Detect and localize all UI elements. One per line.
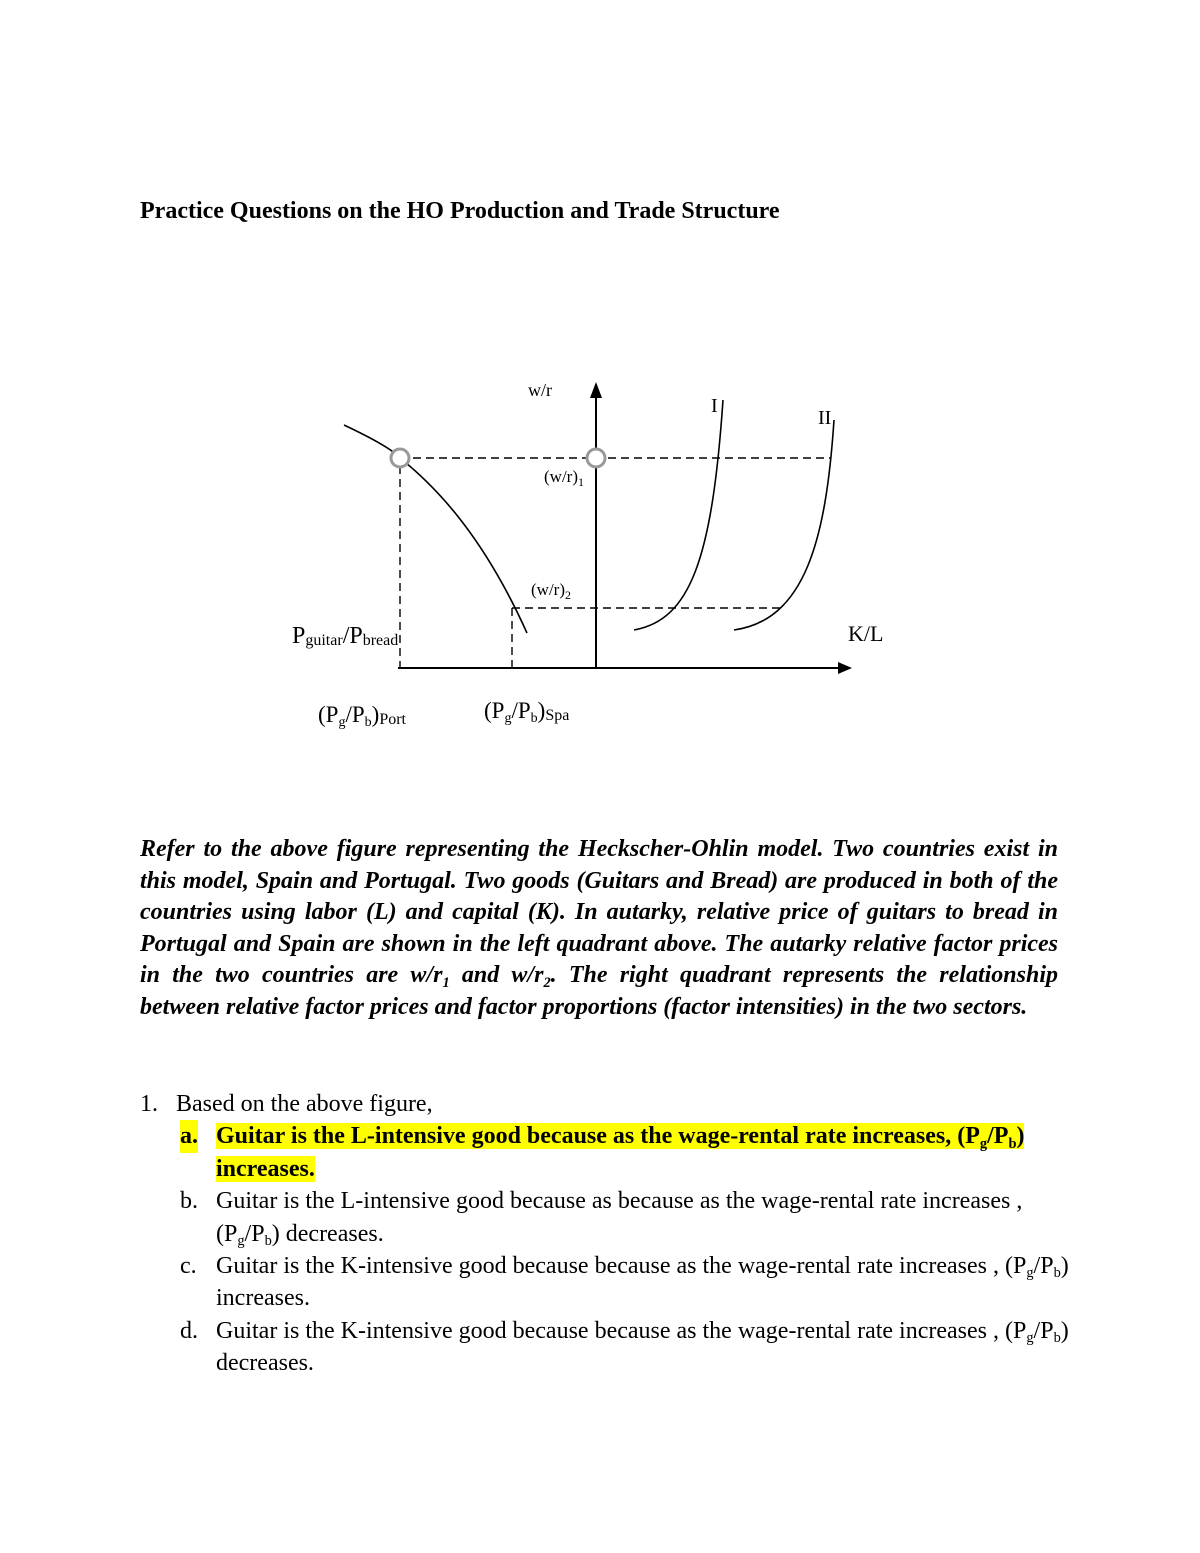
curve-II-label: II [818,407,832,429]
page-title: Practice Questions on the HO Production and Trade Structure [140,198,780,224]
y-axis-arrow [590,382,602,398]
ho-figure [0,0,1200,760]
option-b-text: Guitar is the L-intensive good because as because as the wage-rental rate increases , $(P_g/P_b)$ decreases. [216,1188,1023,1249]
price-curve [344,425,527,633]
question-stem: 1. Based on the above figure, [140,1091,433,1117]
option-c[interactable]: c. Guitar is the K-intensive good because because as the wage-rental rate increases , $(P_g/P_b)$ increases. [180,1253,1069,1312]
y-axis-label: w/r [528,380,552,400]
curve-II [734,420,834,630]
wr1-point [587,449,605,467]
left-quadrant-label: Pguitar/Pbread [292,623,399,649]
x-axis-label: K/L [848,621,884,646]
question-1 [140,1088,1070,1380]
curve-I-label: I [711,395,718,417]
wr2-label: $(w/r)_2$ [531,580,571,602]
x-axis-arrow [838,662,852,674]
ho-diagram [0,0,1200,760]
option-a[interactable]: a. Guitar is the L-intensive good because as the wage-rental rate increases, $(P_g/P_b)$ increases. [180,1120,1070,1185]
option-d-text: Guitar is the K-intensive good because because as the wage-rental rate increases , $(P_g/P_b)$ decreases. [216,1317,1069,1377]
curve-I [634,400,723,630]
option-d[interactable]: d. Guitar is the K-intensive good because because as the wage-rental rate increases , $(P_g/P_b)$ decreases. [180,1317,1069,1377]
spa-price-label: (Pg/Pb)Spa [484,698,570,726]
wr1-label: $(w/r)_1$ [544,467,584,489]
option-c-text: Guitar is the K-intensive good because because as the wage-rental rate increases , $(P_g/P_b)$ increases. [216,1253,1069,1312]
port-point [391,449,409,467]
option-a-text: Guitar is the L-intensive good because as the wage-rental rate increases, $(P_g/P_b)$ increases. [216,1123,1025,1182]
option-b[interactable]: b. Guitar is the L-intensive good because as because as the wage-rental rate increases , $(P_g/P_b)$ decreases. [180,1188,1023,1249]
intro-paragraph: Refer to the above figure representing the Heckscher-Ohlin model. Two countries exist in this model, Spain and Portugal. Two goods (Guitars and Bread) are produced in both of the countries using labor (L) and capital (K). In autarky, relative price of guitars to bread in Portugal and Spain are shown in the left quadrant above. The autarky relative factor prices in the two countries are $w/r_1$ and $w/r_2$. The right quadrant represents the relationship between relative factor prices and factor proportions (factor intensities) in the two sectors. [140,836,1058,1020]
port-price-label: (Pg/Pb)Port [318,702,406,730]
